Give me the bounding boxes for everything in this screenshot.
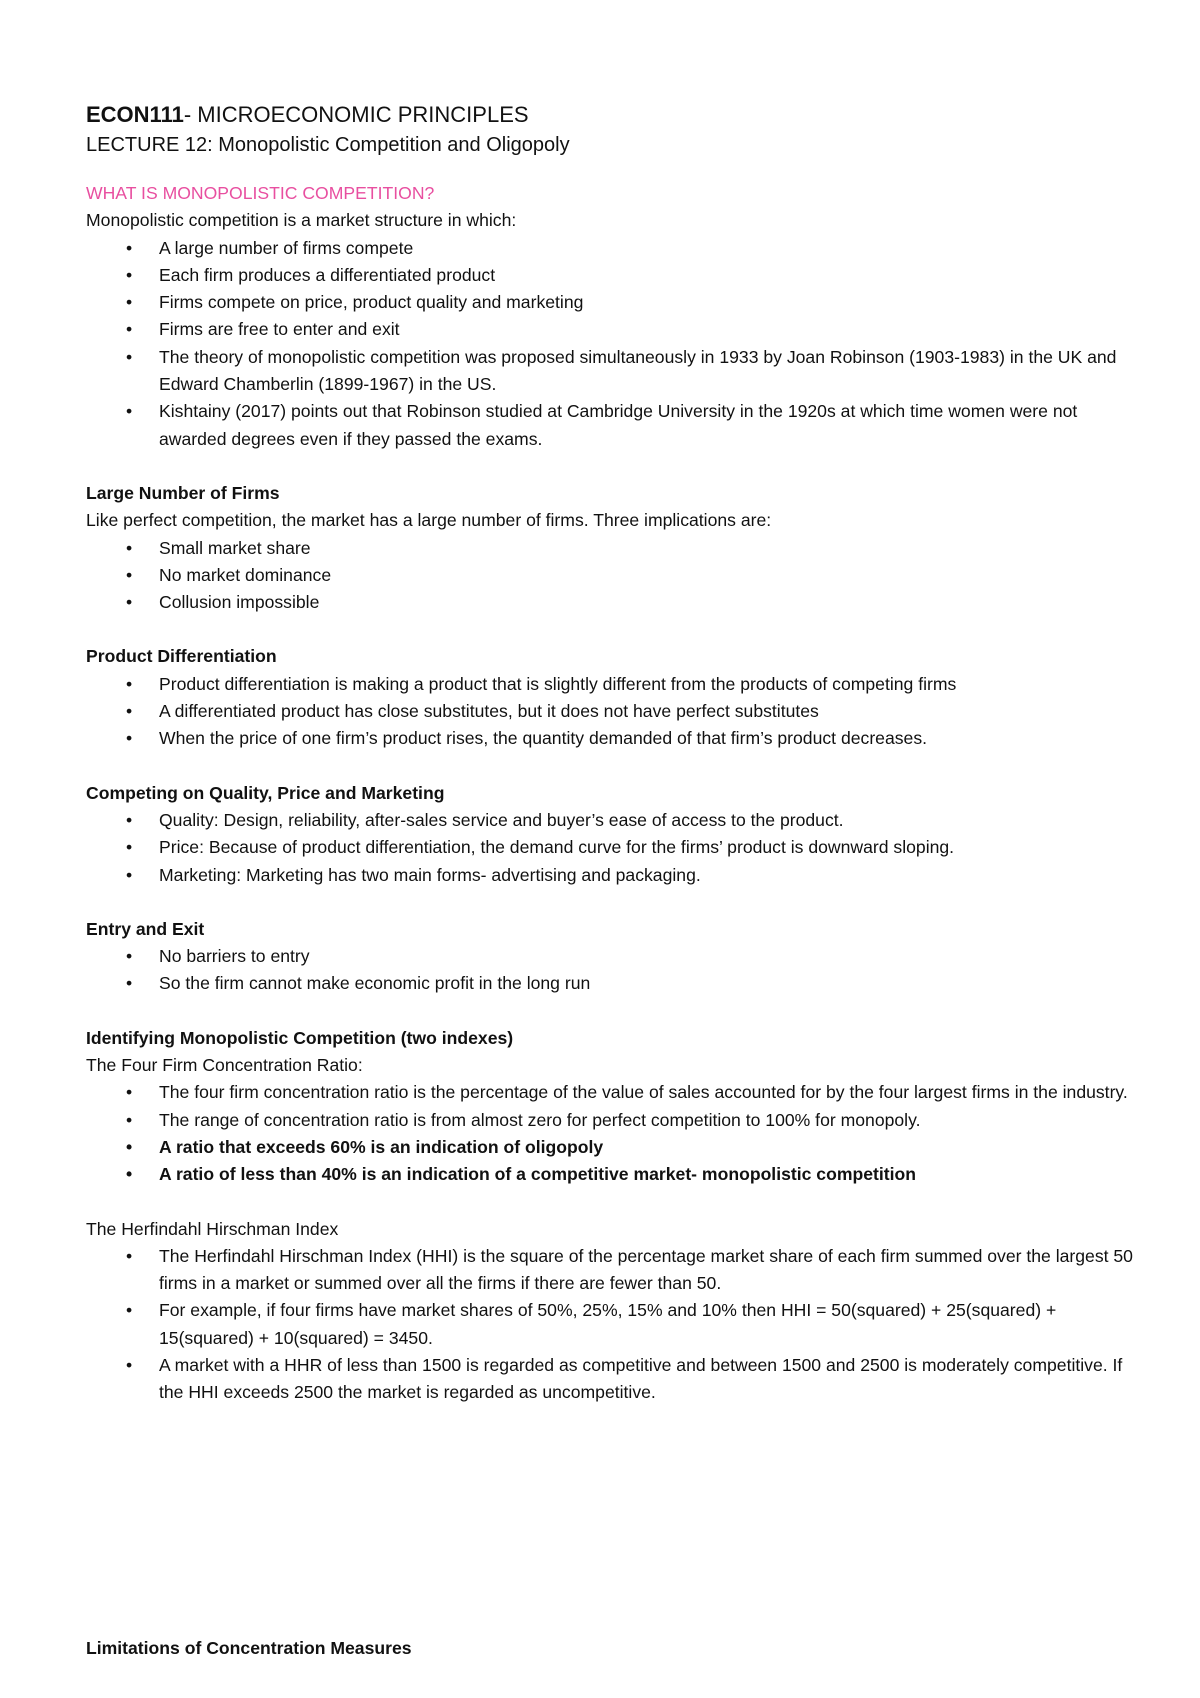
bullet-icon: • — [126, 592, 133, 613]
list-item: • The four firm concentration ratio is the percentage of the value of sales accounted for by the four largest firms in the industry. — [86, 1079, 1146, 1106]
lecture-topic: Monopolistic Competition and Oligopoly — [212, 134, 570, 156]
section-heading-what-is: WHAT IS MONOPOLISTIC COMPETITION? — [86, 183, 435, 203]
list-item: • When the price of one firm’s product rises, the quantity demanded of that firm’s product decreases. — [86, 725, 1146, 752]
bullet-icon: • — [126, 973, 133, 994]
section-heading-identifying: Identifying Monopolistic Competition (two indexes) — [86, 1027, 514, 1048]
bullet-icon: • — [126, 564, 133, 585]
bullet-icon: • — [126, 292, 133, 313]
list-item: • Kishtainy (2017) points out that Robinson studied at Cambridge University in the 1920s at which time women were not awarded degrees even if they passed the exams. — [86, 398, 1146, 453]
list-item: • The range of concentration ratio is from almost zero for perfect competition to 100% for monopoly. — [86, 1107, 1146, 1134]
list-item: • A market with a HHR of less than 1500 is regarded as competitive and between 1500 and 2500 is moderately competitive. If the HHI exceeds 2500 the market is regarded as uncompetitive. — [86, 1352, 1146, 1407]
bullet-list-entry-exit — [86, 943, 1146, 998]
bullet-icon: • — [126, 837, 133, 858]
section-heading-differentiation: Product Differentiation — [86, 646, 277, 667]
bullet-icon: • — [126, 1109, 133, 1130]
document-title — [86, 100, 1146, 130]
bullet-icon: • — [126, 1164, 133, 1185]
list-item: • Collusion impossible — [86, 589, 1146, 616]
bullet-icon: • — [126, 237, 133, 258]
subsection-heading-hhi: The Herfindahl Hirschman Index — [86, 1218, 339, 1239]
list-item: • Product differentiation is making a product that is slightly different from the products of competing firms — [86, 671, 1146, 698]
course-name: - MICROECONOMIC PRINCIPLES — [183, 102, 529, 127]
bullet-icon: • — [126, 401, 133, 422]
bullet-icon: • — [126, 1300, 133, 1321]
list-item: • A ratio that exceeds 60% is an indication of oligopoly — [86, 1134, 1146, 1161]
bullet-icon: • — [126, 673, 133, 694]
bullet-icon: • — [126, 701, 133, 722]
list-item: • A large number of firms compete — [86, 235, 1146, 262]
subsection-heading-four-firm: The Four Firm Concentration Ratio: — [86, 1055, 363, 1076]
section-heading-limitations: Limitations of Concentration Measures — [86, 1637, 412, 1658]
list-item: • Firms compete on price, product quality and marketing — [86, 289, 1146, 316]
list-item: • Price: Because of product differentiation, the demand curve for the firms’ product is downward sloping. — [86, 834, 1146, 861]
bullet-icon: • — [126, 1136, 133, 1157]
list-item: • Each firm produces a differentiated product — [86, 262, 1146, 289]
bullet-icon: • — [126, 1082, 133, 1103]
section-heading-large-number: Large Number of Firms — [86, 482, 280, 503]
bullet-icon: • — [126, 537, 133, 558]
lecture-title — [86, 130, 1146, 160]
bullet-list-differentiation — [86, 671, 1146, 753]
list-item: • No barriers to entry — [86, 943, 1146, 970]
course-code: ECON111 — [86, 102, 184, 127]
list-item: • So the firm cannot make economic profit in the long run — [86, 970, 1146, 997]
list-item: • A differentiated product has close substitutes, but it does not have perfect substitutes — [86, 698, 1146, 725]
list-item: • Quality: Design, reliability, after-sales service and buyer’s ease of access to the product. — [86, 807, 1146, 834]
section-intro: Monopolistic competition is a market structure in which: — [86, 210, 517, 231]
bullet-icon: • — [126, 319, 133, 340]
bullet-list-competing — [86, 807, 1146, 889]
bullet-icon: • — [126, 864, 133, 885]
bullet-icon: • — [126, 264, 133, 285]
document-page — [86, 100, 1146, 1407]
list-item: • A ratio of less than 40% is an indication of a competitive market- monopolistic competition — [86, 1161, 1146, 1188]
bullet-icon: • — [126, 728, 133, 749]
bullet-icon: • — [126, 1245, 133, 1266]
bullet-list-large-number — [86, 535, 1146, 617]
bullet-list-hhi — [86, 1243, 1146, 1407]
list-item: • Firms are free to enter and exit — [86, 316, 1146, 343]
list-item: • No market dominance — [86, 562, 1146, 589]
list-item: • The theory of monopolistic competition was proposed simultaneously in 1933 by Joan Robinson (1903-1983) in the UK and Edward Chamberlin (1899-1967) in the US. — [86, 344, 1146, 399]
list-item: • For example, if four firms have market shares of 50%, 25%, 15% and 10% then HHI = 50(squared) + 25(squared) + 15(squared) + 10(squared) = 3450. — [86, 1297, 1146, 1352]
lecture-number: LECTURE 12: — [86, 134, 213, 156]
section-heading-competing: Competing on Quality, Price and Marketing — [86, 782, 445, 803]
list-item: • Small market share — [86, 535, 1146, 562]
list-item: • The Herfindahl Hirschman Index (HHI) is the square of the percentage market share of each firm summed over the largest 50 firms in a market or summed over all the firms if there are fewer than 50. — [86, 1243, 1146, 1298]
bullet-list-four-firm — [86, 1079, 1146, 1188]
bullet-icon: • — [126, 809, 133, 830]
section-heading-entry-exit: Entry and Exit — [86, 918, 205, 939]
list-item: • Marketing: Marketing has two main forms- advertising and packaging. — [86, 862, 1146, 889]
bullet-icon: • — [126, 946, 133, 967]
bullet-icon: • — [126, 346, 133, 367]
bullet-list-what-is — [86, 235, 1146, 453]
section-intro: Like perfect competition, the market has a large number of firms. Three implications are: — [86, 510, 772, 531]
bullet-icon: • — [126, 1354, 133, 1375]
